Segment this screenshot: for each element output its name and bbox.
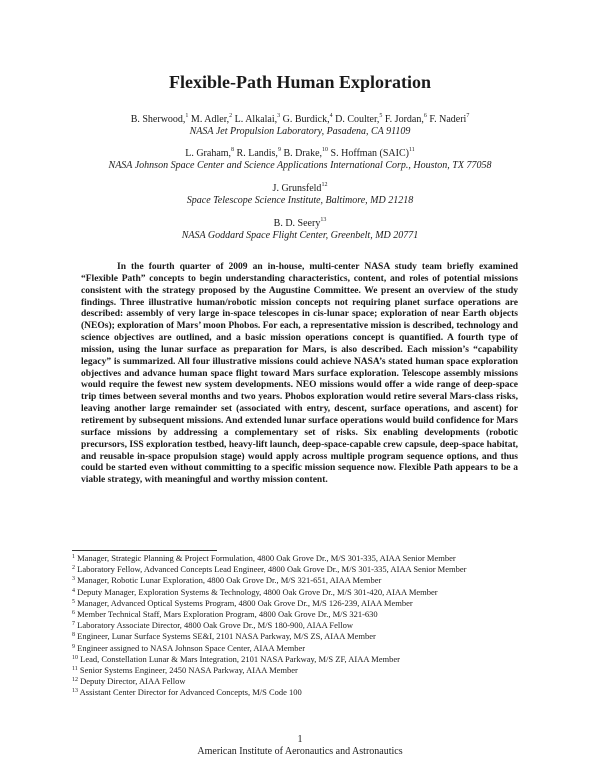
footnote-number: 5 <box>72 598 75 605</box>
author-footnote-ref: 5 <box>379 113 383 119</box>
affiliation-2: NASA Johnson Space Center and Science Applications International Corp., Houston, TX 77058 <box>108 160 492 171</box>
author-name: D. Coulter, <box>332 114 380 125</box>
author-name: S. Hoffman (SAIC) <box>328 148 409 159</box>
footer-organization: American Institute of Aeronautics and Astronautics <box>197 746 403 757</box>
footnote <box>72 553 542 564</box>
footnote <box>72 564 542 575</box>
footnote-text: Lead, Constellation Lunar & Mars Integration, 2101 NASA Parkway, M/S ZF, AIAA Member <box>80 653 400 664</box>
footnote-number: 10 <box>72 654 78 661</box>
paper-title: Flexible-Path Human Exploration <box>168 72 431 92</box>
author-footnote-ref: 6 <box>423 113 427 119</box>
author-footnote-ref: 9 <box>277 147 281 153</box>
footnote <box>72 631 542 642</box>
footnote-number: 1 <box>72 554 75 560</box>
author-name: L. Alkalai, <box>232 114 278 125</box>
footnote-number: 13 <box>72 688 78 695</box>
footnote <box>72 620 542 631</box>
author-footnote-ref: 7 <box>466 113 470 119</box>
footnote <box>72 687 542 698</box>
footnote <box>72 587 542 598</box>
author-line-2 <box>0 148 600 159</box>
author-name: G. Burdick, <box>280 114 330 125</box>
author-line-1 <box>0 114 600 125</box>
footnote-number: 12 <box>72 677 78 684</box>
footnote <box>72 575 542 586</box>
author-name: J. Grunsfeld <box>272 183 322 194</box>
author-name: B. D. Seery <box>273 218 321 229</box>
footnote <box>72 654 542 665</box>
abstract-text: In the fourth quarter of 2009 an in-house, multi-center NASA study team briefly examined “Flexible Path” concepts to begin understanding characteristics, content, and roles of potential missions consistent with the strategy proposed by the Augustine Committee. We present an overview of the study findings. Three illustrative human/robotic mission concepts not requiring planet surface operations are described: assembly of very large in-space telescopes in cis-lunar space; exploration of near Earth objects (NEOs); exploration of Mars’ moon Phobos. For each, a representative mission is described, technology and science objectives are outlined, and a basic mission operations concept is quantified. A fourth type of mission, using the lunar surface as preparation for Mars, is also described. Each mission’s “capability legacy” is summarized. All four illustrative missions could achieve NASA’s stated human space exploration objectives and advance human space flight toward Mars surface exploration. Telescope assembly missions would require the fewest new system developments. NEO missions would offer a wide range of deep-space trip times between several months and two years. Phobos exploration would retire several Mars-class risks, leaving another large remainder set (associated with entry, descent, surface operations, and ascent) for retirement by subsequent missions. And extended lunar surface operations would build confidence for Mars surface missions by addressing a complementary set of risks. Six enabling developments (robotic precursors, ISS exploration testbed, heavy-lift launch, deep-space-capable crew capsule, deep-space habitat, and reusable in-space propulsion stage) would apply across multiple program sequence options, and thus could be started even without committing to a specific mission sequence now. Flexible Path appears to be a viable strategy, with meaningful and worthy mission content. <box>81 262 518 486</box>
author-name: F. Naderi <box>426 114 467 125</box>
footnote-number: 3 <box>72 576 75 583</box>
author-name: M. Adler, <box>188 114 230 125</box>
footnote-text: Member Technical Staff, Mars Exploration Program, 4800 Oak Grove Dr., M/S 321-630 <box>77 609 378 620</box>
footnote-text: Senior Systems Engineer, 2450 NASA Parkway, AIAA Member <box>79 665 298 676</box>
footnotes <box>72 553 542 699</box>
footnote <box>72 676 542 687</box>
author-footnote-ref: 11 <box>408 147 415 153</box>
author-footnote-ref: 2 <box>229 113 233 119</box>
footnote-number: 9 <box>72 643 75 650</box>
author-footnote-ref: 1 <box>185 113 189 119</box>
page-number: 1 <box>297 734 303 745</box>
author-name: L. Graham, <box>185 148 232 159</box>
abstract <box>81 262 518 487</box>
footnote-text: Manager, Advanced Optical Systems Program, 4800 Oak Grove Dr., M/S 126-239, AIAA Member <box>77 597 413 608</box>
footnote-text: Engineer assigned to NASA Johnson Space Center, AIAA Member <box>77 642 306 653</box>
footnote <box>72 598 542 609</box>
footnote-number: 8 <box>72 632 75 639</box>
footnote-text: Engineer, Lunar Surface Systems SE&I, 2101 NASA Parkway, M/S ZS, AIAA Member <box>77 631 376 642</box>
author-footnote-ref: 10 <box>322 147 329 153</box>
footnote-text: Laboratory Associate Director, 4800 Oak Grove Dr., M/S 180-900, AIAA Fellow <box>77 620 353 631</box>
author-footnote-ref: 4 <box>329 113 333 119</box>
footnote-text: Manager, Robotic Lunar Exploration, 4800 Oak Grove Dr., M/S 321-651, AIAA Member <box>77 575 382 586</box>
footnote-number: 4 <box>72 587 75 594</box>
footnote <box>72 609 542 620</box>
footnote <box>72 665 542 676</box>
footnote <box>72 643 542 654</box>
author-name: B. Sherwood, <box>130 114 186 125</box>
author-name: F. Jordan, <box>382 114 424 125</box>
author-footnote-ref: 8 <box>231 147 235 153</box>
author-footnote-ref: 3 <box>277 113 281 119</box>
author-line-3 <box>0 183 600 194</box>
footnote-text: Deputy Director, AIAA Fellow <box>80 676 186 687</box>
author-name: R. Landis, <box>234 148 278 159</box>
footnote-divider <box>72 550 217 551</box>
footnote-number: 11 <box>72 666 78 673</box>
footnote-number: 6 <box>72 610 75 617</box>
footnote-number: 2 <box>72 565 75 572</box>
author-name: B. Drake, <box>280 148 323 159</box>
author-footnote-ref: 13 <box>320 217 327 223</box>
author-line-4 <box>0 218 600 229</box>
footnote-number: 7 <box>72 621 75 628</box>
affiliation-1: NASA Jet Propulsion Laboratory, Pasadena, CA 91109 <box>189 126 411 137</box>
footnote-text: Laboratory Fellow, Advanced Concepts Lead Engineer, 4800 Oak Grove Dr., M/S 301-335, AIAA Senior Member <box>77 564 467 575</box>
footnote-text: Manager, Strategic Planning & Project Formulation, 4800 Oak Grove Dr., M/S 301-335, AIAA Senior Member <box>77 553 456 563</box>
footnote-text: Assistant Center Director for Advanced Concepts, M/S Code 100 <box>79 687 302 698</box>
author-footnote-ref: 12 <box>321 182 328 188</box>
affiliation-4: NASA Goddard Space Flight Center, Greenbelt, MD 20771 <box>181 230 419 241</box>
footnote-text: Deputy Manager, Exploration Systems & Technology, 4800 Oak Grove Dr., M/S 301-420, AIAA Member <box>77 586 438 597</box>
affiliation-3: Space Telescope Science Institute, Baltimore, MD 21218 <box>186 195 414 206</box>
